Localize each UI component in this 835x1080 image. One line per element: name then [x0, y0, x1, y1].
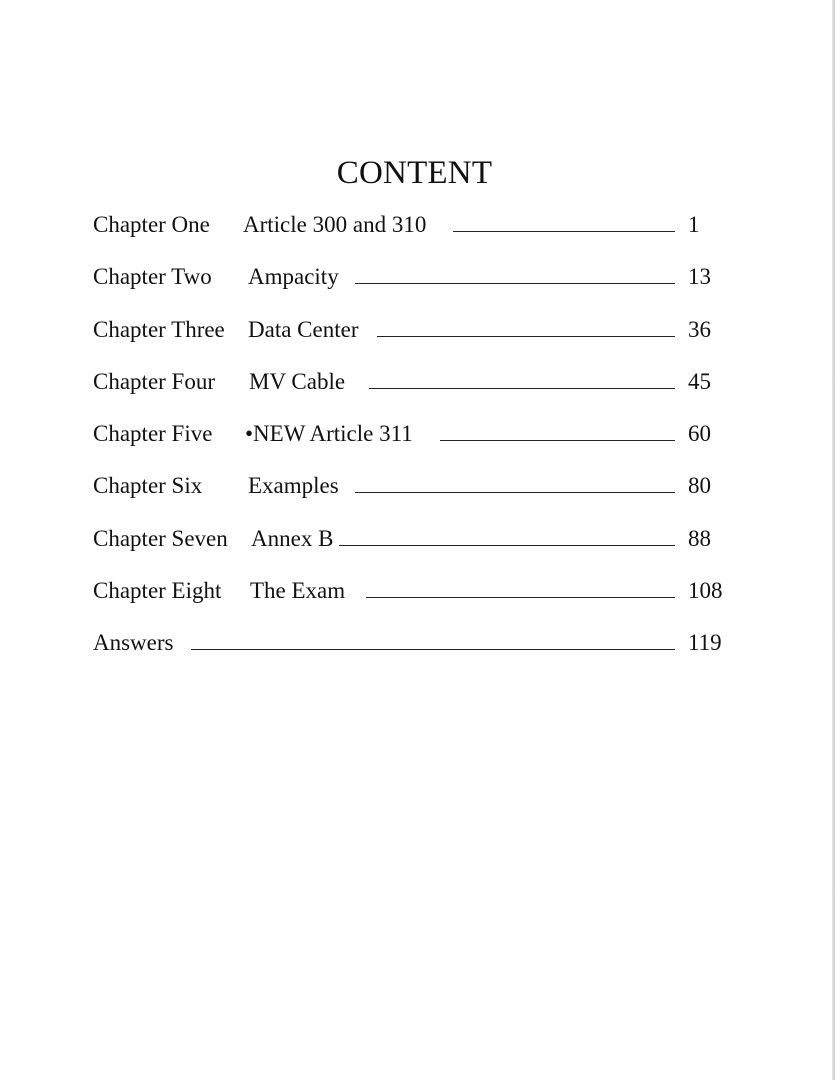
toc-page-number: 45	[688, 368, 711, 394]
dot-leader	[369, 388, 675, 389]
toc-chapter: Chapter Six	[93, 473, 203, 499]
dot-leader	[366, 597, 675, 598]
toc-chapter: Chapter Two	[93, 264, 212, 290]
dot-leader	[339, 545, 675, 546]
toc-page-number: 119	[688, 630, 722, 656]
toc-subject: Data Center	[248, 316, 359, 342]
dot-leader	[191, 649, 675, 650]
dot-leader	[355, 492, 675, 493]
toc-page-number: 1	[688, 212, 700, 237]
toc-page-number: 13	[688, 264, 711, 290]
toc-entry	[93, 363, 733, 415]
toc-subject: Examples	[248, 473, 339, 499]
dot-leader	[440, 440, 675, 441]
toc-chapter: Chapter One	[93, 212, 210, 237]
toc-entry	[93, 311, 733, 363]
toc-page-number: 60	[688, 421, 711, 447]
toc-chapter: Answers	[93, 630, 174, 656]
toc-page-number: 88	[688, 525, 711, 551]
toc-entry	[93, 572, 733, 624]
toc-subject: MV Cable	[249, 368, 346, 394]
toc-entry	[93, 624, 733, 676]
toc-chapter: Chapter Four	[93, 368, 216, 394]
toc-page-number: 80	[688, 473, 711, 499]
toc-subject: •NEW Article 311	[245, 421, 413, 447]
page-title: CONTENT	[336, 155, 493, 191]
toc-page-number: 36	[688, 316, 711, 342]
toc-entry	[93, 520, 733, 572]
toc-entry	[93, 467, 733, 519]
dot-leader	[355, 283, 675, 284]
toc-chapter: Chapter Seven	[93, 525, 228, 551]
toc-chapter: Chapter Three	[93, 316, 225, 342]
toc-page-number: 108	[688, 578, 723, 604]
toc-chapter: Chapter Eight	[93, 578, 222, 604]
toc-entry	[93, 206, 733, 258]
toc-subject: The Exam	[250, 578, 346, 604]
toc-subject: Annex B	[251, 525, 334, 551]
toc-chapter: Chapter Five	[93, 421, 213, 447]
toc-subject: Ampacity	[248, 264, 339, 290]
toc-entry	[93, 258, 733, 310]
dot-leader	[453, 231, 675, 232]
table-of-contents	[93, 206, 733, 677]
toc-entry	[93, 415, 733, 467]
dot-leader	[377, 336, 675, 337]
toc-subject: Article 300 and 310	[243, 212, 427, 237]
